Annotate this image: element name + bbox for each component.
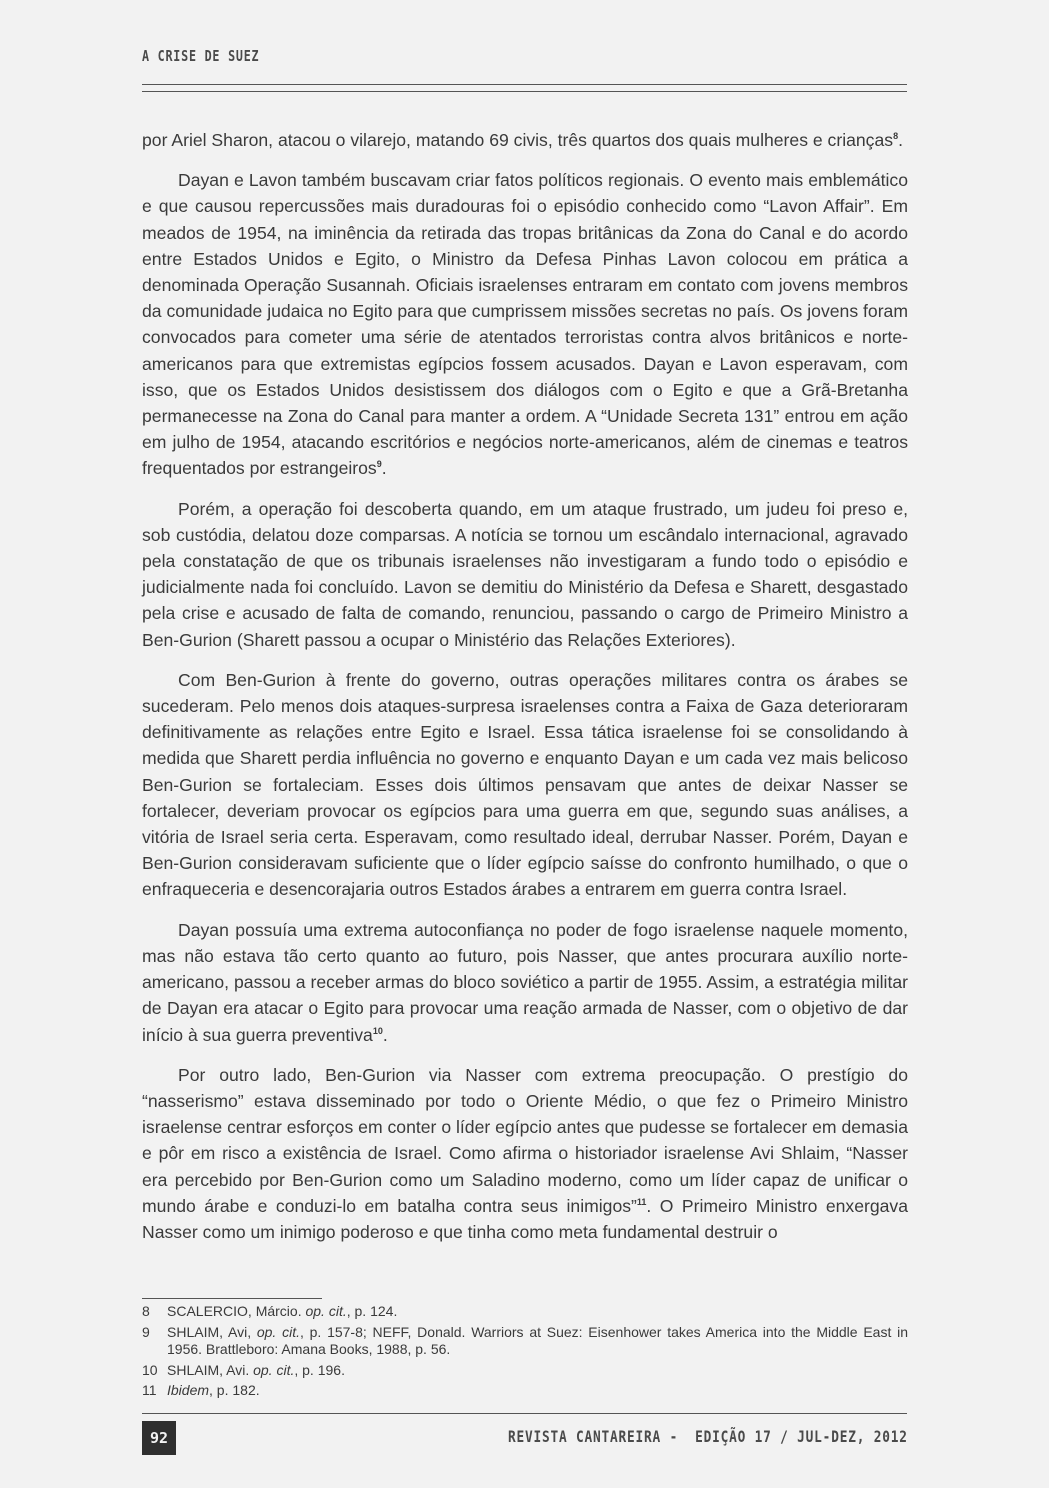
footnote: 11 Ibidem, p. 182. <box>142 1382 260 1398</box>
paragraph: por Ariel Sharon, atacou o vilarejo, matando 69 civis, três quartos dos quais mulheres e crianças$^8$. <box>142 130 903 150</box>
footnote-ref: 8 <box>893 131 899 142</box>
footnote-ref: 10 <box>372 1025 383 1036</box>
footnote-ref: 9 <box>376 459 382 470</box>
paragraph: Porém, a operação foi descoberta quando, em um ataque frustrado, um judeu foi preso e, sob custódia, delatou doze comparsas. A notícia se tornou um escândalo internacional, agravado pela constatação de que os tribunais israelenses não investigaram a fundo todo o episódio e judicialmente nada foi concluído. Lavon se demitiu do Ministério da Defesa e Sharett, desgastado pela crise e acusado de falta de comando, renunciou, passando o cargo de Primeiro Ministro a Ben-Gurion (Sharett passou a ocupar o Ministério das Relações Exteriores). <box>142 498 908 650</box>
journal-info: REVISTA CANTAREIRA - EDIÇÃO 17 / JUL-DEZ, 2012 <box>508 1427 908 1446</box>
footnote-separator <box>142 1298 322 1299</box>
paragraph: Dayan e Lavon também buscavam criar fatos políticos regionais. O evento mais emblemático e que causou repercussões mais duradouras foi o episódio conhecido como “Lavon Affair”. Em meados de 1954, na iminência da retirada das tropas britânicas da Zona do Canal e do acordo entre Estados Unidos e Egito, o Ministro da Defesa Pinhas Lavon colocou em prática a denominada Operação Susannah. Oficiais israelenses entraram em contato com jovens membros da comunidade judaica no Egito para que cumprissem missões secretas no país. Os jovens foram convocados para cometer uma série de atentados terroristas contra alvos britânicos e norte-americanos para que extremistas egípcios fossem acusados. Dayan e Lavon esperavam, com isso, que os Estados Unidos desistissem dos diálogos com o Egito e que a Grã-Bretanha permanecesse na Zona do Canal para manter a ordem. A “Unidade Secreta 131” entrou em ação em julho de 1954, atacando escritórios e negócios norte-americanos, além de cinemas e teatros frequentados por estrangeiros$^9$. <box>142 170 908 479</box>
page-number: 92 <box>142 1421 176 1455</box>
header-double-rule <box>142 84 907 92</box>
running-header-title: A CRISE DE SUEZ <box>142 47 260 65</box>
paragraph: Com Ben-Gurion à frente do governo, outras operações militares contra os árabes se sucederam. Pelo menos dois ataques-surpresa israelenses contra a Faixa de Gaza deterioraram definitivamente as relações entre Egito e Israel. Essa tática israelense foi se consolidando à medida que Sharett perdia influência no governo e enquanto Dayan e um cada vez mais belicoso Ben-Gurion se fortaleciam. Esses dois últimos pensavam que antes de deixar Nasser se fortalecer, deveriam provocar os egípcios para uma guerra em que, segundo suas análises, a vitória de Israel seria certa. Esperavam, como resultado ideal, derrubar Nasser. Porém, Dayan e Ben-Gurion consideravam suficiente que o líder egípcio saísse do confronto humilhado, o que o enfraqueceria e desencorajaria outros Estados árabes a entrarem em guerra contra Israel. <box>142 669 908 900</box>
article-body <box>142 127 908 1259</box>
footnote: 8 SCALERCIO, Márcio. op. cit., p. 124. <box>142 1303 398 1319</box>
footnote: 10 SHLAIM, Avi. op. cit., p. 196. <box>142 1361 345 1378</box>
paragraph: Por outro lado, Ben-Gurion via Nasser com extrema preocupação. O prestígio do “nasserismo” estava disseminado por todo o Oriente Médio, o que fez o Primeiro Ministro israelense centrar esforços em conter o líder egípcio antes que pudesse se fortalecer em demasia e pôr em risco a existência de Israel. Como afirma o historiador israelense Avi Shlaim, “Nasser era percebido por Ben-Gurion como um Saladino moderno, como um líder capaz de unificar o mundo árabe e conduzi-lo em batalha contra seus inimigos”$^{11}$. O Primeiro Ministro enxergava Nasser como um inimigo poderoso e que tinha como meta fundamental destruir o <box>142 1064 908 1242</box>
footnote: 9 SHLAIM, Avi, op. cit., p. 157-8; NEFF, Donald. Warriors at Suez: Eisenhower takes America into the Middle East in 1956. Brattleboro: Amana Books, 1988, p. 56. <box>142 1323 909 1357</box>
paragraph: Dayan possuía uma extrema autoconfiança no poder de fogo israelense naquele momento, mas não estava tão certo quanto ao futuro, pois Nasser, que antes procurara auxílio norte-americano, passou a receber armas do bloco soviético a partir de 1955. Assim, a estratégia militar de Dayan era atacar o Egito para provocar uma reação armada de Nasser, com o objetivo de dar início à sua guerra preventiva$^{10}$. <box>142 919 908 1045</box>
footnote-ref: 11 <box>636 1196 647 1207</box>
footer-rule <box>142 1413 907 1414</box>
footnotes <box>142 1303 908 1403</box>
